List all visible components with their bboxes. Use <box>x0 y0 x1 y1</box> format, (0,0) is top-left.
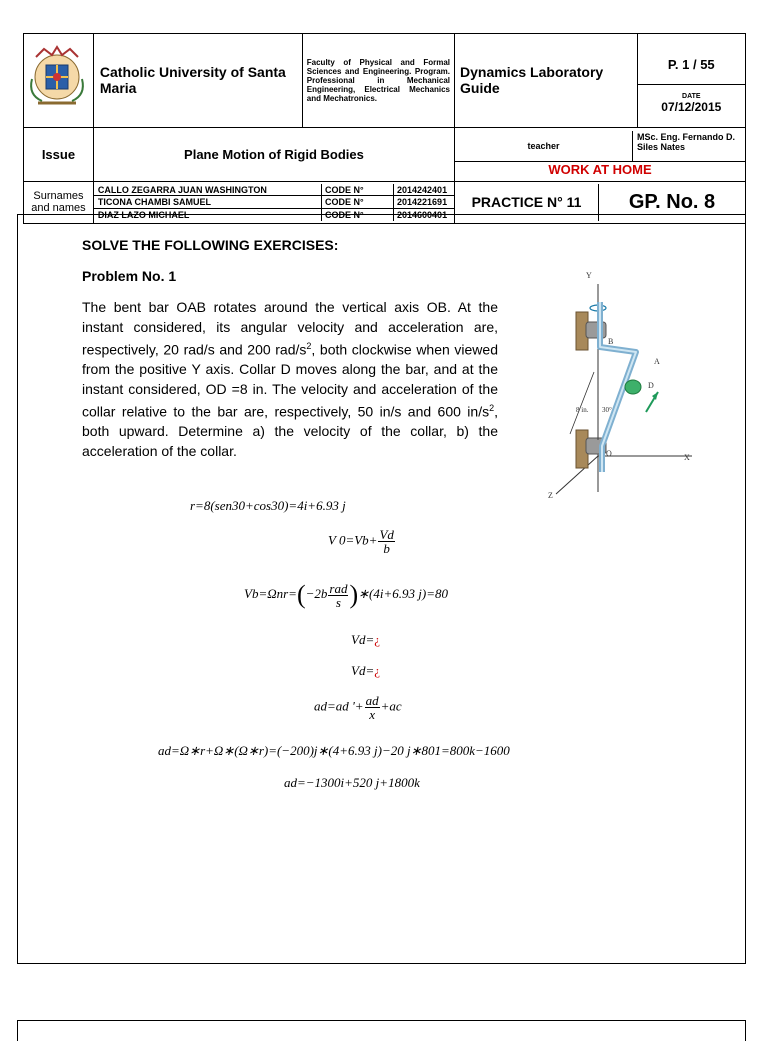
issue-value: Plane Motion of Rigid Bodies <box>93 127 454 181</box>
equation-5 <box>351 663 380 679</box>
faculty-cell <box>302 34 454 128</box>
problem-text-3: , both upward. Determine a) the velocity of the collar, b) the acceleration of the collar. <box>82 403 498 459</box>
teacher-name: MSc. Eng. Fernando D. Siles Nates <box>637 131 736 152</box>
y-axis-label: Y <box>586 272 592 280</box>
student-code: 2014600401 <box>394 209 455 221</box>
point-d-label: D <box>648 381 654 390</box>
student-code: 2014221691 <box>394 196 455 209</box>
university-cell <box>93 34 302 128</box>
superscript-2: 2 <box>306 341 312 351</box>
equation-4 <box>351 632 380 648</box>
problem-title: Problem No. 1 <box>82 268 177 284</box>
equation-7: ad=Ω∗r+Ω∗(Ω∗r)=(−200)j∗(4+6.93 j)−20 j∗801=800k−1600 <box>158 743 510 758</box>
equation-6-denominator: x <box>369 707 375 722</box>
equation-6-numerator: ad <box>365 693 379 708</box>
page-number: P. 1 / 55 <box>638 46 745 85</box>
equation-3-left: Vb=Ωnr= <box>244 585 297 601</box>
point-b-label: B <box>608 337 614 346</box>
teacher-label: teacher <box>455 131 633 161</box>
angle-label: 30° <box>602 406 612 414</box>
student-name: DIAZ LAZO MICHAEL <box>94 209 322 221</box>
equation-1: r=8(sen30+cos30)=4i+6.93 j <box>190 498 346 513</box>
guide-cell <box>455 34 638 128</box>
code-label: CODE N° <box>322 196 394 209</box>
distance-label: 8 in. <box>576 406 589 414</box>
equation-4-text: Vd= <box>351 632 375 647</box>
exercises-heading: SOLVE THE FOLLOWING EXERCISES: <box>82 237 339 253</box>
problem-statement <box>82 298 498 461</box>
page-date-cell <box>637 34 745 128</box>
equation-2-left: V 0=Vb+ <box>328 532 378 548</box>
teacher-cell <box>455 127 746 181</box>
equation-2-denominator: b <box>383 541 390 556</box>
equation-2-numerator: Vd <box>379 527 394 542</box>
student-name: TICONA CHAMBI SAMUEL <box>94 196 322 209</box>
code-label: CODE N° <box>322 184 394 196</box>
origin-label: O <box>606 449 612 458</box>
students-label: Surnames and names <box>24 181 94 223</box>
equation-6-right: +ac <box>380 698 402 714</box>
point-a-label: A <box>654 357 660 366</box>
date-value: 07/12/2015 <box>661 100 722 115</box>
equation-5-text: Vd= <box>351 663 375 678</box>
university-logo-cell <box>24 34 94 128</box>
equation-3-fraction <box>328 582 348 609</box>
equation-6 <box>314 694 402 721</box>
header-table <box>23 33 746 224</box>
university-name: Catholic University of Santa Maria <box>99 64 286 97</box>
practice-number: PRACTICE N° 11 <box>455 184 599 221</box>
student-name: CALLO ZEGARRA JUAN WASHINGTON <box>94 184 322 196</box>
gp-number: GP. No. 8 <box>628 190 716 213</box>
student-code: 2014242401 <box>394 184 455 196</box>
inverted-question-mark: ¿ <box>374 663 380 678</box>
z-axis-label: Z <box>548 491 553 500</box>
university-seal-icon <box>24 39 90 117</box>
issue-label: Issue <box>24 127 94 181</box>
equation-3-numerator: rad <box>329 580 348 596</box>
equation-3-right: ∗(4i+6.93 j)=80 <box>358 585 448 601</box>
next-page-box-edge <box>17 1020 746 1041</box>
problem-text-2: , both clockwise when viewed from the positive Y axis. Collar D moves along the bar, and at the instant considered, OD =8 in. The velocity and acceleration of the collar relative to the bar are, respectively, 50 in/s and 600 in/s <box>82 341 498 420</box>
equation-6-fraction <box>365 694 380 721</box>
work-mode: WORK AT HOME <box>548 161 652 177</box>
equation-3-denominator: s <box>335 594 341 610</box>
equation-3-inner: −2b <box>305 585 328 601</box>
equation-8: ad=−1300i+520 j+1800k <box>284 775 420 790</box>
inverted-question-mark: ¿ <box>374 632 380 647</box>
equation-2 <box>328 528 396 555</box>
superscript-2: 2 <box>489 403 495 414</box>
equation-2-fraction <box>378 528 394 555</box>
faculty-text: Faculty of Physical and Formal Sciences and Engineering. Program. Professional in Mechanical Engineering, Electrical Mechanics and Mechatronics. <box>306 57 451 103</box>
code-label: CODE N° <box>322 209 394 221</box>
bent-bar-figure <box>540 272 710 504</box>
equation-3: Vb=Ωnr=(−2b $\frac{\text{rad}}{s}$ )∗(4i+6.93 j)=80 <box>244 580 448 610</box>
date-label: DATE <box>682 93 701 101</box>
equation-6-left: ad=ad '+ <box>314 698 364 714</box>
x-axis-label: X <box>684 453 690 462</box>
student-row <box>94 184 454 196</box>
guide-title: Dynamics Laboratory Guide <box>460 64 604 97</box>
student-row <box>94 196 454 209</box>
problem-text-1: The bent bar OAB rotates around the vertical axis OB. At the instant considered, its angular velocity and acceleration are, respectively, 20 rad/s and 200 rad/s <box>82 299 498 358</box>
